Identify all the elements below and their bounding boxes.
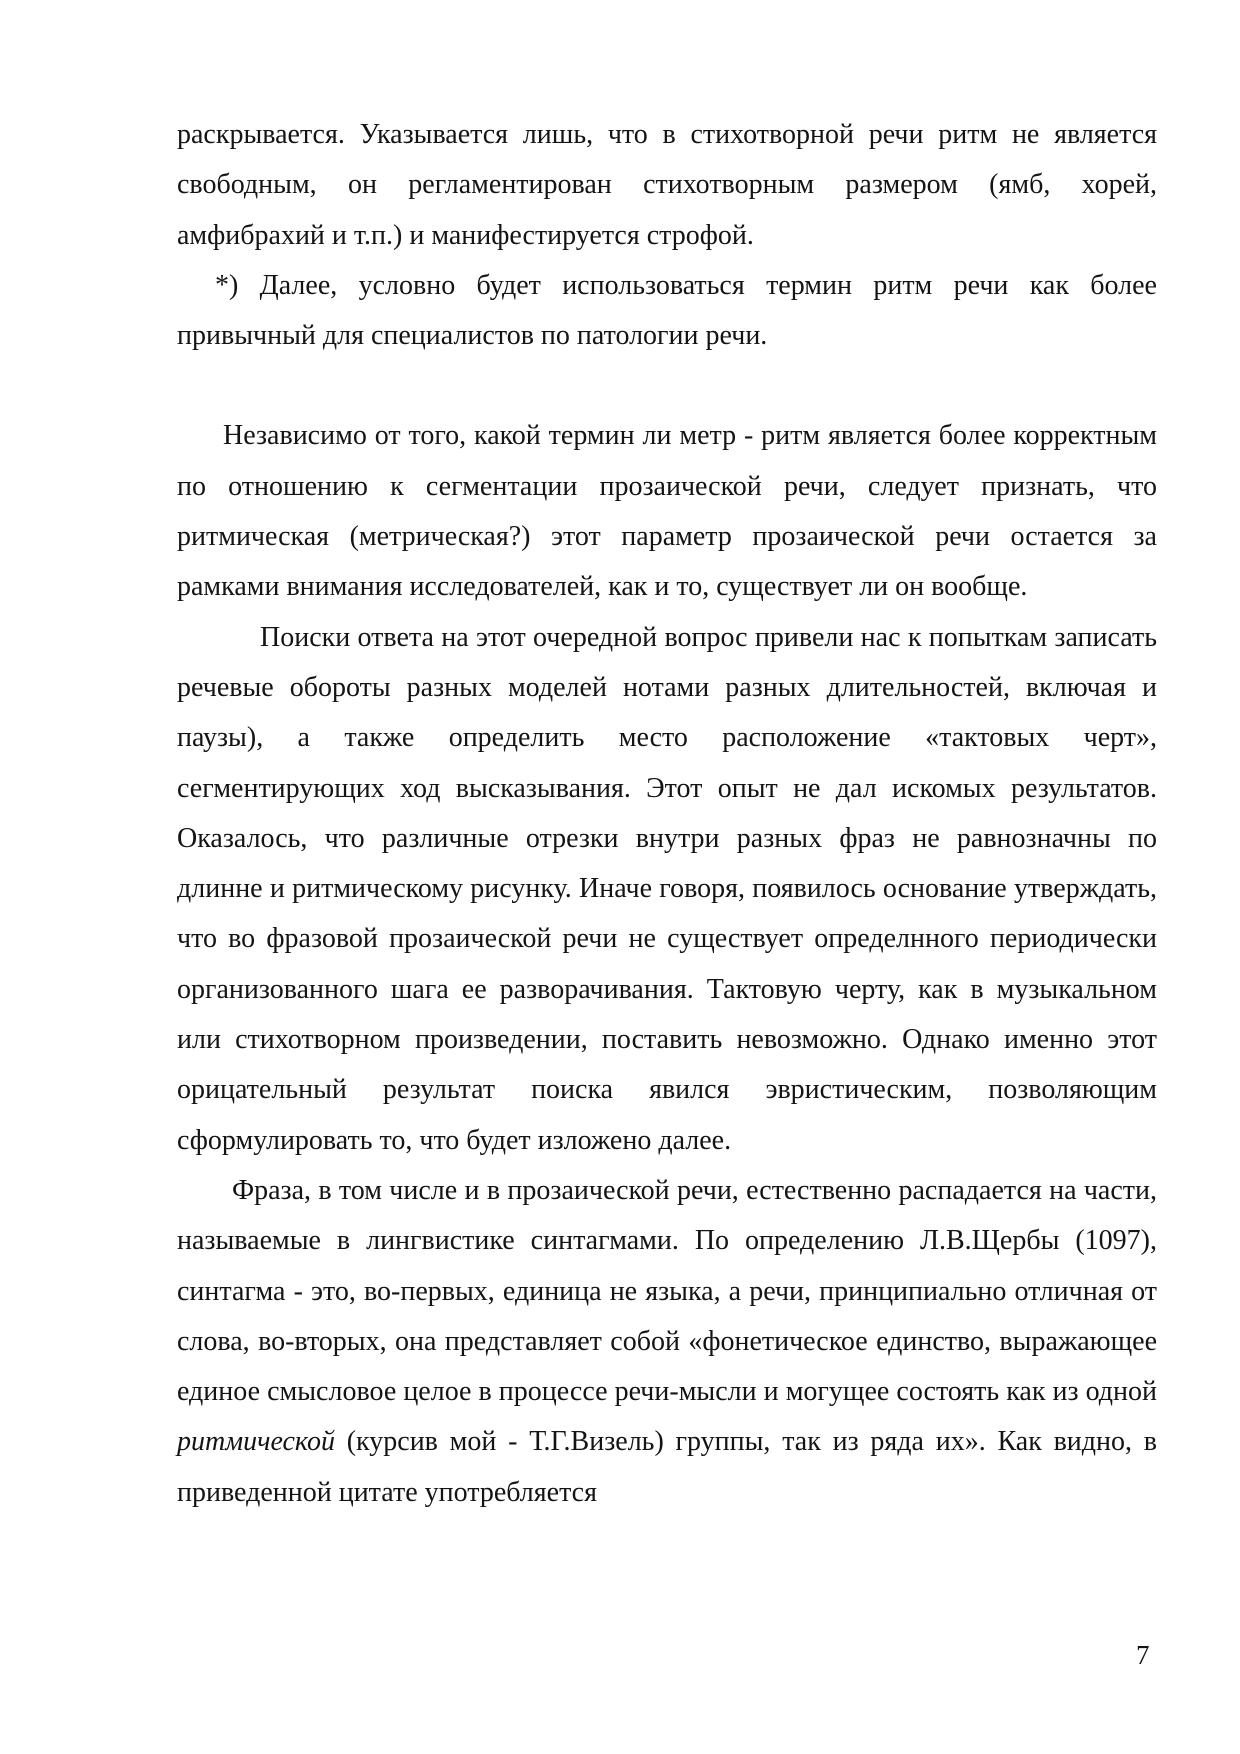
syntagma-text-start: Фраза, в том числе и в прозаической речи, естественно распадается на части, называемые в лингвистике синтагмами. По определению Л.В.Щербы (1097), синтагма - это, во-первых, единица не языка, а речи, принципиально отличная от слова, во-вторых, она представляет собой «фонетическое единство, выражающее единое смысловое целое в процессе речи-мысли и могущее состоять как из одной: [177, 1174, 1157, 1408]
italic-term: ритмической: [177, 1426, 335, 1458]
paragraph-continuation: раскрывается. Указывается лишь, что в стихотворной речи ритм не является свободным, он регламентирован стихотворным размером (ямб, хорей, амфибрахий и т.п.) и манифестируется строфой.: [177, 119, 1157, 251]
page-number: 7: [1136, 1640, 1150, 1670]
paragraph-search: Поиски ответа на этот очередной вопрос привели нас к попыткам записать речевые обороты разных моделей нотами разных длительностей, включая и паузы), а также определить место расположение «тактовых черт», сегментирующих ход высказывания. Этот опыт не дал искомых результатов. Оказалось, что различные отрезки внутри разных фраз не равнозначны по длинне и ритмическому рисунку. Иначе говоря, появилось основание утверждать, что во фразовой прозаической речи не существует определнного периодически организованного шага ее разворачивания. Тактовую черту, как в музыкальном или стихотворном произведении, поставить невозможно. Однако именно этот орицательный результат поиска явился эвристическим, позволяющим сформулировать то, что будет изложено далее.: [177, 621, 1157, 1156]
footnote-paragraph: *) Далее, условно будет использоваться термин ритм речи как более привычный для специалистов по патологии речи.: [177, 269, 1157, 352]
body-text: [177, 110, 1157, 1518]
paragraph-gap: [177, 361, 1157, 411]
paragraph-terminology: Независимо от того, какой термин ли метр - ритм является более корректным по отношению к сегментации прозаической речи, следует признать, что ритмическая (метрическая?) этот параметр прозаической речи остается за рамками внимания исследователей, как и то, существует ли он вообще.: [177, 420, 1157, 603]
syntagma-text-end: (курсив мой - Т.Г.Визель) группы, так из ряда их». Как видно, в приведенной цитате употребляется: [177, 1426, 1157, 1508]
paragraph-syntagma: [177, 1166, 1157, 1518]
